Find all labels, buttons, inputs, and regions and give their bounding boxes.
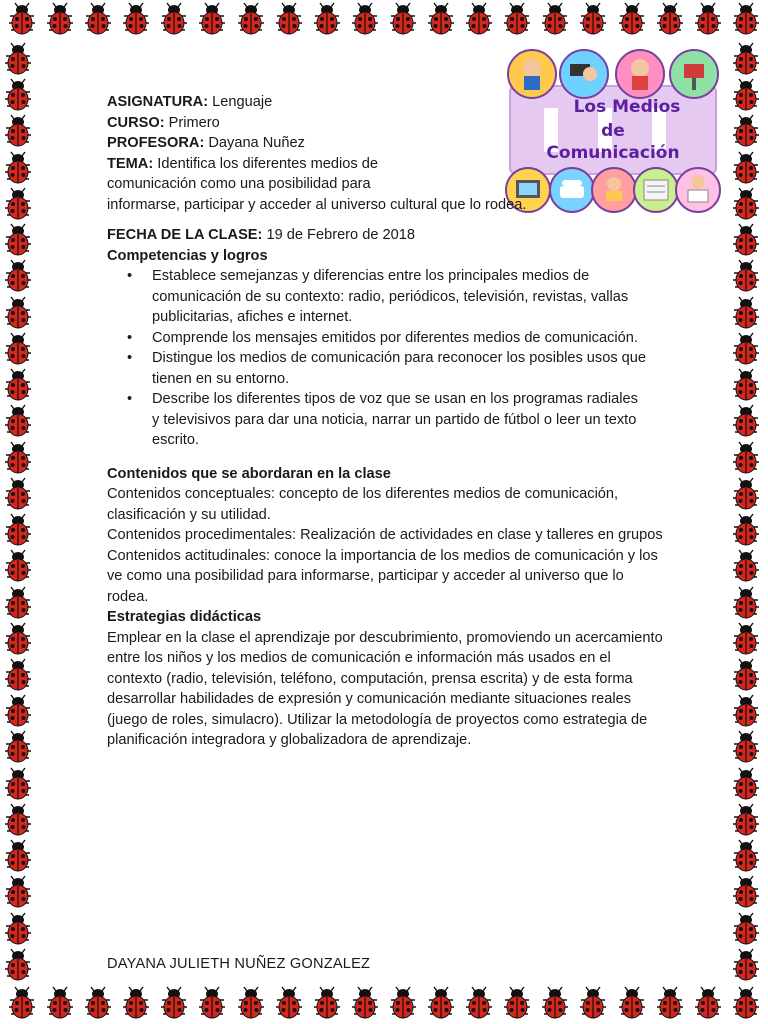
ladybug-icon: [158, 986, 190, 1020]
field-label: PROFESORA: [107, 135, 200, 151]
ladybug-icon: [730, 296, 762, 330]
ladybug-icon: [2, 296, 34, 330]
ladybug-icon: [311, 2, 343, 36]
ladybug-icon: [463, 986, 495, 1020]
ladybug-icon: [235, 986, 267, 1020]
ladybug-icon: [2, 223, 34, 257]
ladybug-icon: [2, 694, 34, 728]
estrategias-paragraph: Emplear en la clase el aprendizaje por descubrimiento, promoviendo un acercamiento entre los niños y los medios de comunicación e información más usados en el contexto (radio, televisión, teléfono, computación, prensa escrita) y de esta forma desarrollar habilidades de expresión y comunicación mediante situaciones reales (juego de roles, simulacro). Utilizar la metodología de proyectos como estrategia de planificación integradora y globalizadora de aprendizaje.: [107, 629, 663, 748]
ladybug-icon: [730, 549, 762, 583]
ladybug-icon: [2, 513, 34, 547]
tema-line3: informarse, participar y acceder al universo cultural que lo rodea.: [107, 196, 527, 213]
field-curso: CURSO: Primero: [107, 114, 220, 131]
contenidos-heading: Contenidos que se abordaran en la clase: [107, 465, 391, 482]
mailbox-icon: [670, 50, 718, 98]
list-item: • Establece semejanzas y diferencias entre los principales medios de comunicación de su contexto: radio, periódicos, televisión, revistas, vallas publicitarias, afiches e internet.: [127, 266, 647, 328]
ladybug-icon: [730, 187, 762, 221]
ladybug-icon: [730, 513, 762, 547]
ladybug-icon: [730, 259, 762, 293]
ladybug-icon: [44, 986, 76, 1020]
camera-operator-icon: [560, 50, 608, 98]
ladybug-icon: [2, 839, 34, 873]
ladybug-icon: [2, 187, 34, 221]
ladybug-icon: [2, 549, 34, 583]
field-value: Lenguaje: [212, 94, 273, 110]
ladybug-icon: [539, 986, 571, 1020]
ladybug-icon: [2, 767, 34, 801]
field-asignatura: ASIGNATURA: Lenguaje: [107, 94, 273, 110]
contenidos-paragraph: Contenidos conceptuales: concepto de los diferentes medios de comunicación, clasificación y su utilidad.: [107, 486, 619, 523]
illustration-title-line2: de: [601, 121, 625, 141]
tema-line1: Identifica los diferentes medios de: [157, 155, 378, 172]
ladybug-icon: [730, 622, 762, 656]
ladybug-icon: [730, 839, 762, 873]
ladybug-icon: [616, 2, 648, 36]
ladybug-icon: [730, 730, 762, 764]
illustration-title-line3: Comunicación: [546, 143, 680, 163]
ladybug-icon: [2, 477, 34, 511]
list-item: • Comprende los mensajes emitidos por diferentes medios de comunicación.: [127, 328, 647, 349]
ladybug-icon: [730, 2, 762, 36]
tema-line2: comunicación como una posibilidad para: [107, 176, 371, 192]
field-value: Primero: [168, 114, 220, 131]
ladybug-icon: [539, 2, 571, 36]
ladybug-icon: [387, 2, 419, 36]
ladybug-icon: [730, 114, 762, 148]
ladybug-icon: [2, 259, 34, 293]
reporter-icon: [616, 50, 664, 98]
ladybug-icon: [730, 658, 762, 692]
ladybug-icon: [2, 948, 34, 982]
ladybug-icon: [82, 986, 114, 1020]
ladybug-icon: [2, 912, 34, 946]
ladybug-icon: [2, 622, 34, 656]
list-item: • Distingue los medios de comunicación para reconocer los posibles usos que tienen en su entorno.: [127, 348, 647, 389]
ladybug-icon: [82, 2, 114, 36]
ladybug-icon: [349, 2, 381, 36]
border-top: [0, 2, 768, 38]
border-left: [2, 42, 38, 982]
ladybug-icon: [387, 986, 419, 1020]
ladybug-icon: [730, 586, 762, 620]
border-bottom: [0, 986, 768, 1022]
ladybug-icon: [273, 2, 305, 36]
field-profesora: PROFESORA: Dayana Nuñez: [107, 135, 305, 151]
ladybug-icon: [2, 586, 34, 620]
ladybug-icon: [730, 368, 762, 402]
ladybug-icon: [616, 986, 648, 1020]
ladybug-icon: [2, 151, 34, 185]
ladybug-icon: [730, 986, 762, 1020]
ladybug-icon: [196, 986, 228, 1020]
ladybug-icon: [2, 441, 34, 475]
ladybug-icon: [692, 986, 724, 1020]
ladybug-icon: [692, 2, 724, 36]
ladybug-icon: [2, 42, 34, 76]
field-label: TEMA: [107, 155, 149, 172]
ladybug-icon: [311, 986, 343, 1020]
ladybug-icon: [730, 875, 762, 909]
ladybug-icon: [120, 986, 152, 1020]
illustration-title-line1: Los Medios: [573, 97, 681, 117]
ladybug-icon: [158, 2, 190, 36]
ladybug-icon: [730, 223, 762, 257]
ladybug-icon: [730, 151, 762, 185]
ladybug-icon: [577, 986, 609, 1020]
ladybug-icon: [2, 78, 34, 112]
ladybug-icon: [730, 948, 762, 982]
ladybug-icon: [425, 986, 457, 1020]
ladybug-icon: [2, 658, 34, 692]
field-label: FECHA DE LA CLASE: [107, 227, 258, 243]
ladybug-icon: [2, 332, 34, 366]
ladybug-icon: [730, 803, 762, 837]
letter-reader-icon: [676, 168, 720, 212]
ladybug-icon: [730, 477, 762, 511]
field-label: CURSO: [107, 114, 160, 131]
contenidos-paragraph: Contenidos procedimentales: Realización de actividades en clase y talleres en grupos: [107, 527, 663, 543]
lesson-plan: [107, 92, 663, 751]
list-item: • Describe los diferentes tipos de voz que se usan en los programas radiales y televisivos para dar una noticia, narrar un partido de fútbol o leer un texto escrito.: [127, 389, 647, 451]
ladybug-icon: [2, 368, 34, 402]
ladybug-icon: [501, 986, 533, 1020]
ladybug-icon: [730, 332, 762, 366]
ladybug-icon: [577, 2, 609, 36]
ladybug-icon: [273, 986, 305, 1020]
ladybug-icon: [463, 2, 495, 36]
ladybug-icon: [2, 114, 34, 148]
musician-icon: [508, 50, 556, 98]
ladybug-icon: [730, 767, 762, 801]
signature: DAYANA JULIETH NUÑEZ GONZALEZ: [107, 956, 371, 972]
ladybug-icon: [2, 730, 34, 764]
field-label: ASIGNATURA: [107, 94, 204, 110]
ladybug-icon: [730, 42, 762, 76]
ladybug-icon: [6, 2, 38, 36]
border-right: [730, 42, 766, 982]
ladybug-icon: [235, 2, 267, 36]
ladybug-icon: [730, 694, 762, 728]
ladybug-icon: [654, 2, 686, 36]
contenidos-paragraph: Contenidos actitudinales: conoce la importancia de los medios de comunicación y los ve como una posibilidad para informarse, participar y acceder al universo que lo rodea.: [107, 547, 658, 605]
ladybug-icon: [730, 441, 762, 475]
ladybug-icon: [2, 875, 34, 909]
ladybug-icon: [730, 404, 762, 438]
field-fecha: FECHA DE LA CLASE: 19 de Febrero de 2018: [107, 227, 415, 243]
ladybug-icon: [6, 986, 38, 1020]
estrategias-heading: Estrategias didácticas: [107, 609, 262, 625]
ladybug-icon: [730, 912, 762, 946]
field-tema: TEMA: Identifica los diferentes medios de comunicación como una posibilidad para informarse, participar y acceder al universo cultural que lo rodea.: [107, 154, 647, 216]
ladybug-icon: [196, 2, 228, 36]
field-value: Dayana Nuñez: [208, 135, 305, 151]
competencias-heading: Competencias y logros: [107, 247, 268, 264]
field-value: 19 de Febrero de 2018: [266, 227, 415, 243]
ladybug-icon: [425, 2, 457, 36]
ladybug-icon: [2, 803, 34, 837]
ladybug-icon: [2, 404, 34, 438]
competencias-list: [127, 266, 647, 451]
ladybug-icon: [120, 2, 152, 36]
ladybug-icon: [501, 2, 533, 36]
ladybug-icon: [44, 2, 76, 36]
ladybug-icon: [349, 986, 381, 1020]
ladybug-icon: [654, 986, 686, 1020]
